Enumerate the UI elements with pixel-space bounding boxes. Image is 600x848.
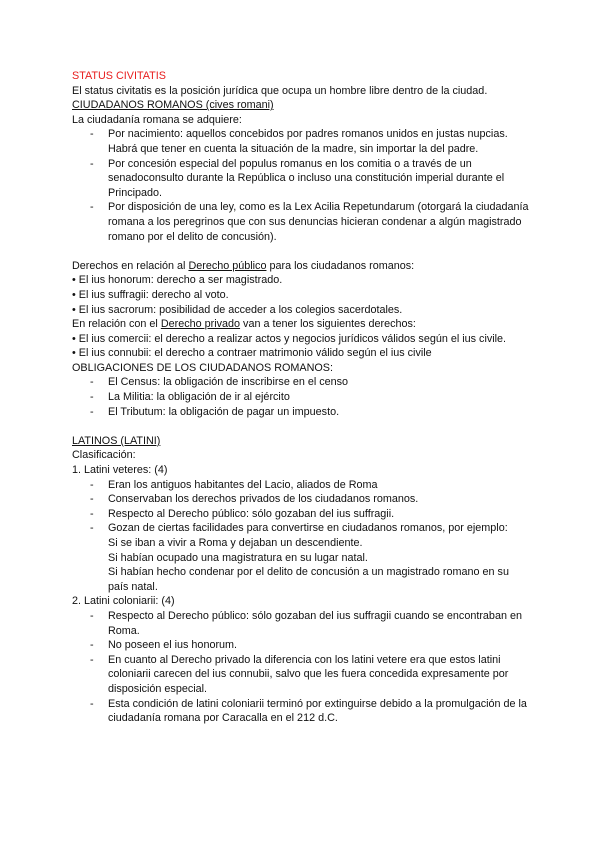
blank-line	[72, 419, 532, 434]
obligations-list	[72, 375, 532, 419]
example-line: Si habían ocupado una magistratura en su lugar natal.	[108, 551, 368, 564]
list-item: - Conservaban los derechos privados de los ciudadanos romanos.	[72, 492, 532, 507]
list-item: - La Militia: la obligación de ir al ejército	[72, 390, 532, 405]
latini-veteres-title: 1. Latini veteres: (4)	[72, 464, 168, 477]
public-rights-intro-post: para los ciudadanos romanos:	[266, 259, 415, 272]
public-rights-intro	[72, 259, 532, 274]
clasificacion-label: Clasificación:	[72, 449, 136, 462]
obligations-heading: OBLIGACIONES DE LOS CIUDADANOS ROMANOS:	[72, 361, 333, 374]
list-item: - Gozan de ciertas facilidades para convertirse en ciudadanos romanos, por ejemplo:	[72, 521, 532, 536]
list-item: - No poseen el ius honorum.	[72, 638, 532, 653]
latini-coloniarii-list	[72, 609, 532, 726]
bullet-item: • El ius comercii: el derecho a realizar actos y negocios jurídicos válidos según el ius civile.	[72, 332, 507, 345]
private-rights-intro	[72, 317, 532, 332]
section-title: STATUS CIVITATIS	[72, 70, 166, 82]
bullet-item: • El ius suffragii: derecho al voto.	[72, 288, 229, 301]
list-item: - Respecto al Derecho público: sólo gozaban del ius suffragii cuando se encontraban en Roma.	[72, 609, 532, 638]
list-item: - Eran los antiguos habitantes del Lacio, aliados de Roma	[72, 478, 532, 493]
list-item: - Por nacimiento: aquellos concebidos por padres romanos unidos en justas nupcias. Habrá que tener en cuenta la situación de la madre, sin importar la del padre.	[72, 127, 532, 156]
acquisition-modes-list	[72, 127, 532, 244]
private-rights-intro-pre: En relación con el	[72, 318, 161, 331]
ciudadanos-heading: CIUDADANOS ROMANOS (cives romani)	[72, 99, 274, 112]
public-rights-intro-pre: Derechos en relación al	[72, 259, 189, 272]
derecho-publico-term: Derecho público	[188, 259, 267, 272]
derecho-privado-term: Derecho privado	[160, 318, 241, 331]
list-item: - Por concesión especial del populus romanus en los comitia o a través de un senadoconsulto durante la República o incluso una constitución imperial durante el Principado.	[72, 157, 532, 201]
bullet-item: • El ius sacrorum: posibilidad de acceder a los colegios sacerdotales.	[72, 303, 403, 316]
bullet-item: • El ius connubii: el derecho a contraer matrimonio válido según el ius civile	[72, 347, 432, 360]
list-item: - El Census: la obligación de inscribirse en el censo	[72, 375, 532, 390]
latini-veteres-list	[72, 478, 532, 536]
list-item: - El Tributum: la obligación de pagar un impuesto.	[72, 405, 532, 420]
latinos-heading: LATINOS (LATINI)	[72, 434, 161, 447]
document-body	[72, 69, 532, 726]
bullet-item: • El ius honorum: derecho a ser magistrado.	[72, 274, 283, 287]
ciudadanos-lead: La ciudadanía romana se adquiere:	[72, 113, 242, 126]
intro-paragraph: El status civitatis es la posición jurídica que ocupa un hombre libre dentro de la ciudad.	[72, 84, 488, 97]
list-item: - En cuanto al Derecho privado la diferencia con los latini vetere era que estos latini coloniarii carecen del ius connubii, salvo que les fuera concedida expresamente por disposición especial.	[72, 653, 532, 697]
example-line: Si se iban a vivir a Roma y dejaban un descendiente.	[108, 537, 363, 549]
private-rights-intro-post: van a tener los siguientes derechos:	[240, 318, 416, 331]
blank-line	[72, 244, 532, 259]
list-item: - Esta condición de latini coloniarii terminó por extinguirse debido a la promulgación de la ciudadanía romana por Caracalla en el 212 d.C.	[72, 697, 532, 726]
list-item: - Respecto al Derecho público: sólo gozaban del ius suffragii.	[72, 507, 532, 522]
list-item: - Por disposición de una ley, como es la Lex Acilia Repetundarum (otorgará la ciudadanía romana a los peregrinos que con sus denuncias hicieran condenar a algún magistrado romano por el delito de concusión).	[72, 200, 532, 244]
example-line: Si habían hecho condenar por el delito de concusión a un magistrado romano en su país natal.	[108, 566, 509, 593]
latini-coloniarii-title: 2. Latini coloniarii: (4)	[72, 595, 175, 608]
